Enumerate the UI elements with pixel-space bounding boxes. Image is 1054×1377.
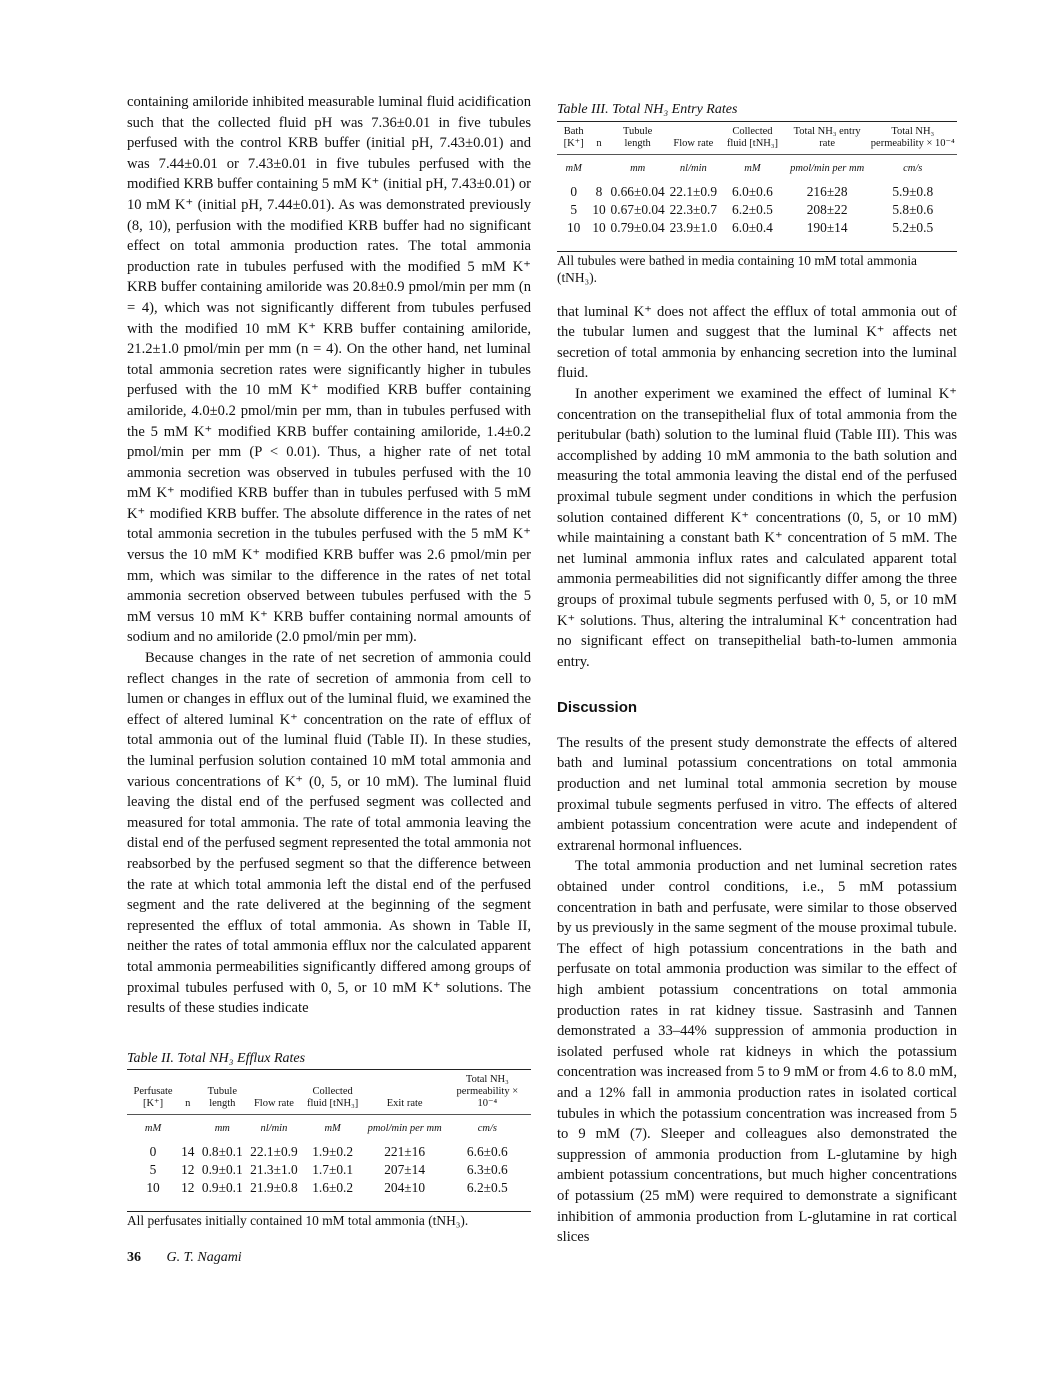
table-cell: 208±22 xyxy=(806,201,848,217)
table-cell: 0.66±0.04 xyxy=(610,183,665,199)
paragraph: containing amiloride inhibited measurable luminal fluid acidification such that the collected fluid pH was 7.36±0.01 in five tubules perfused with the control KRB buffer (initial pH, 7.43±0.01) and was 7.44±0.01 or 7.43±0.01 in five tubules perfused with the modified KRB buffer containing 5 mM K⁺ (initial pH, 7.43±0.01) or 10 mM K⁺ (initial pH, 7.44±0.01). As was demonstrated previously (8, 10), perfusion with the modified KRB buffer had no significant effect on total ammonia production rates. The total ammonia production rate in tubules perfused with the modified 5 mM K⁺ KRB buffer containing amiloride was 20.8±0.9 pmol/min per mm (n = 4), which was not significantly different from tubules perfused with the modified 10 mM K⁺ KRB buffer containing amiloride, 21.2±1.0 pmol/min per mm (n = 4). On the other hand, net luminal total ammonia secretion rates were significantly higher in tubules perfused with the 10 mM K⁺ modified KRB buffer containing amiloride, 4.0±0.2 pmol/min per mm, than in tubules perfused with the 5 mM K⁺ modified KRB buffer containing amiloride, 1.4±0.2 pmol/min per mm (P < 0.01). Thus, a higher rate of net total ammonia secretion was observed in tubules perfused with the 10 mM K⁺ modified KRB buffer than in tubules perfused with 5 mM K⁺ modified KRB buffer. The absolute difference in the rates of net total ammonia secretion in the tubules perfused with the 5 mM K⁺ versus the 10 mM K⁺ modified KRB buffer was 2.6 pmol/min per mm, which was similar to the difference in the rates of net total ammonia secretion observed between tubules perfused with the 5 mM versus 10 mM K⁺ KRB buffer containing normal amounts of sodium and no amiloride (2.0 pmol/min per mm). xyxy=(127,94,531,646)
unit-cell xyxy=(590,154,607,183)
column-header: Tubule length xyxy=(608,121,668,154)
table-cell: 22.3±0.7 xyxy=(669,201,718,217)
table-cell: 5 xyxy=(149,1162,157,1178)
table-row xyxy=(127,1161,531,1179)
right-column xyxy=(557,100,957,1248)
table-cell: 21.9±0.8 xyxy=(248,1179,300,1212)
table-cell: 12 xyxy=(179,1179,196,1212)
unit-cell: pmol/min per mm xyxy=(367,1123,442,1135)
table-cell: 8 xyxy=(595,183,603,199)
column-header: Collected fluid [tNH₃] xyxy=(719,121,786,154)
unit-cell: mM xyxy=(565,162,582,174)
table xyxy=(557,121,957,252)
table-cell: 190±14 xyxy=(786,219,869,252)
table-cell: 221±16 xyxy=(384,1144,426,1160)
table-cell: 216±28 xyxy=(806,183,848,199)
paragraph: In another experiment we examined the effect of luminal K⁺ concentration on the transepithelial flux of total ammonia from the peritubular (bath) solution to the luminal fluid (Table III). This was accomplished by adding 10 mM ammonia to the bath solution and measuring the total ammonia leaving the distal end of the perfused proximal tubule segment under conditions in which the perfusion solution contained different K⁺ concentrations (0, 5, or 10 mM) while maintaining a constant bath K⁺ concentration of 5 mM. The net luminal ammonia influx rates and calculated apparent total ammonia permeabilities did not significantly differ among the three groups of proximal tubule segments perfused with 0, 5, or 10 mM K⁺ solutions. Thus, altering the intraluminal K⁺ concentration had no significant effect on transepithelial bath-to-lumen ammonia entry. xyxy=(557,385,957,670)
table-cell: 6.6±0.6 xyxy=(466,1144,508,1160)
unit-cell: nl/min xyxy=(679,162,707,174)
column-header: Exit rate xyxy=(366,1070,444,1115)
table-cell: 0.9±0.1 xyxy=(201,1162,243,1178)
left-column xyxy=(127,92,531,1229)
table-cell: 23.9±1.0 xyxy=(668,219,720,252)
table-cell: 6.2±0.5 xyxy=(444,1179,531,1212)
table-cell: 5.2±0.5 xyxy=(869,219,957,252)
table-2 xyxy=(127,1049,531,1230)
unit-cell: mm xyxy=(214,1123,230,1135)
table-row xyxy=(557,219,957,252)
table-cell: 0 xyxy=(149,1144,157,1160)
table-cell: 22.1±0.9 xyxy=(669,183,718,199)
unit-cell: cm/s xyxy=(477,1123,497,1135)
column-header: n xyxy=(179,1070,196,1115)
column-header: Collected fluid [tNH₃] xyxy=(300,1070,366,1115)
table-cell: 21.3±1.0 xyxy=(250,1162,298,1178)
table-cell: 6.0±0.4 xyxy=(719,219,786,252)
unit-cell: pmol/min per mm xyxy=(790,162,865,174)
unit-cell: mM xyxy=(324,1123,341,1135)
table-caption: Table II. Total NH₃ Efflux Rates xyxy=(127,1050,306,1066)
table-note: All tubules were bathed in media containing 10 mM total ammonia (tNH₃). xyxy=(557,252,917,285)
table-cell: 10 xyxy=(590,219,607,252)
column-header: Total NH₃ permeability × 10⁻⁴ xyxy=(869,121,957,154)
table-cell: 5.9±0.8 xyxy=(892,183,934,199)
table-cell: 204±10 xyxy=(366,1179,444,1212)
table-cell: 0.9±0.1 xyxy=(196,1179,248,1212)
paragraph: Because changes in the rate of net secretion of ammonia could reflect changes in the rate of secretion of ammonia from cell to lumen or changes in efflux out of the luminal fluid, we examined the effect of altered luminal K⁺ concentration on the rate of efflux of total ammonia out of the luminal fluid (Table II). In these studies, the luminal perfusion solution contained 10 mM total ammonia and various concentrations of K⁺ (0, 5, or 10 mM). The luminal fluid leaving the distal end of the perfused segment was collected and measured for total ammonia. The rate of total ammonia leaving the distal end of the perfused segment represented the total ammonia not reabsorbed by the perfused segment so that the difference between the rate at which total ammonia left the distal end of the perfused segment and the rate delivered at the beginning of the segment represented the efflux of total ammonia. As shown in Table II, neither the rates of total ammonia efflux nor the calculated apparent total ammonia permeabilities significantly differed among groups of proximal tubules perfused with 0, 5, or 10 mM K⁺ solutions. The results of these studies indicate xyxy=(127,650,531,1017)
column-header: Total NH₃ entry rate xyxy=(786,121,869,154)
table-cell: 10 xyxy=(557,219,590,252)
column-header: Tubule length xyxy=(196,1070,248,1115)
unit-cell: mM xyxy=(144,1123,162,1135)
table xyxy=(127,1069,531,1212)
paragraph: The results of the present study demonstrate the effects of altered bath and luminal potassium concentrations on total ammonia production and net luminal total ammonia secretion by mouse proximal tubule segments perfused in vitro. The effects of altered ambient potassium concentration were acute and independent of extrarenal hormonal influences. xyxy=(557,734,957,854)
table-cell: 6.3±0.6 xyxy=(466,1162,508,1178)
table-row xyxy=(557,183,957,201)
table-cell: 1.9±0.2 xyxy=(312,1144,354,1160)
column-header: Perfusate [K⁺] xyxy=(127,1070,179,1115)
table-cell: 14 xyxy=(181,1144,195,1160)
table-cell: 5 xyxy=(570,201,578,217)
unit-cell: nl/min xyxy=(260,1123,288,1135)
table-cell: 10 xyxy=(127,1179,179,1212)
table-cell: 0 xyxy=(570,183,578,199)
table-cell: 5.8±0.6 xyxy=(892,201,934,217)
table-caption: Table III. Total NH₃ Entry Rates xyxy=(557,102,738,117)
table-cell: 1.6±0.2 xyxy=(300,1179,366,1212)
table-cell: 0.67±0.04 xyxy=(610,201,665,217)
section-heading: Discussion xyxy=(557,699,638,717)
unit-cell: mm xyxy=(630,162,646,174)
column-header: Bath [K⁺] xyxy=(557,121,590,154)
table-cell: 0.8±0.1 xyxy=(201,1144,243,1160)
table-cell: 22.1±0.9 xyxy=(250,1144,298,1160)
column-header: n xyxy=(590,121,607,154)
column-header: Flow rate xyxy=(248,1070,300,1115)
table-cell: 207±14 xyxy=(384,1162,426,1178)
footer xyxy=(127,1250,242,1266)
table-note: All perfusates initially contained 10 mM total ammonia (tNH₃). xyxy=(127,1213,469,1229)
table-cell: 6.0±0.6 xyxy=(732,183,773,199)
table-cell: 0.79±0.04 xyxy=(608,219,668,252)
unit-cell: cm/s xyxy=(903,162,923,174)
table-row xyxy=(557,201,957,219)
column-header: Flow rate xyxy=(668,121,720,154)
table-3 xyxy=(557,100,957,286)
paragraph: that luminal K⁺ does not affect the efflux of total ammonia out of the tubular lumen and suggest that the luminal K⁺ affects net secretion of total ammonia by enhancing secretion into the luminal fluid. xyxy=(557,303,957,382)
table-cell: 12 xyxy=(181,1162,195,1178)
table-row xyxy=(127,1179,531,1212)
table-cell: 6.2±0.5 xyxy=(732,201,773,217)
table-cell: 1.7±0.1 xyxy=(312,1162,354,1178)
table-row xyxy=(127,1143,531,1161)
page-number: 36 xyxy=(127,1250,141,1265)
column-header: Total NH₃ permeability × 10⁻⁴ xyxy=(444,1070,531,1115)
running-author: G. T. Nagami xyxy=(166,1250,242,1265)
table-cell: 10 xyxy=(592,201,606,217)
unit-cell xyxy=(179,1115,196,1144)
unit-cell: mM xyxy=(744,162,761,174)
paragraph: The total ammonia production and net luminal secretion rates obtained under control conditions, i.e., 5 mM potassium concentration in bath and perfusate, were similar to those observed by us previously in the same segment of the mouse proximal tubule. The effect of high potassium concentrations in the bath and perfusate on total ammonia production was similar to the effect of high ambient potassium concentrations on total ammonia production rates in rat kidney tissue. Sastrasinh and Tannen demonstrated a 33–44% suppression of ammonia production in isolated perfused whole rat kidneys in which the potassium concentration was increased from 5 to 9 mM or from 4.6 to 8.0 mM, and a 12% fall in ammonia production rates in isolated cortical tubules in which the potassium concentration was increased from 5 to 9 mM (7). Sleeper and colleagues also demonstrated the suppression of ammonia production from L-glutamine by high ambient potassium concentrations, but much higher concentrations of potassium (25 mM) were required to demonstrate a significant inhibition of ammonia production from L-glutamine in rat cortical slices xyxy=(557,858,957,1246)
